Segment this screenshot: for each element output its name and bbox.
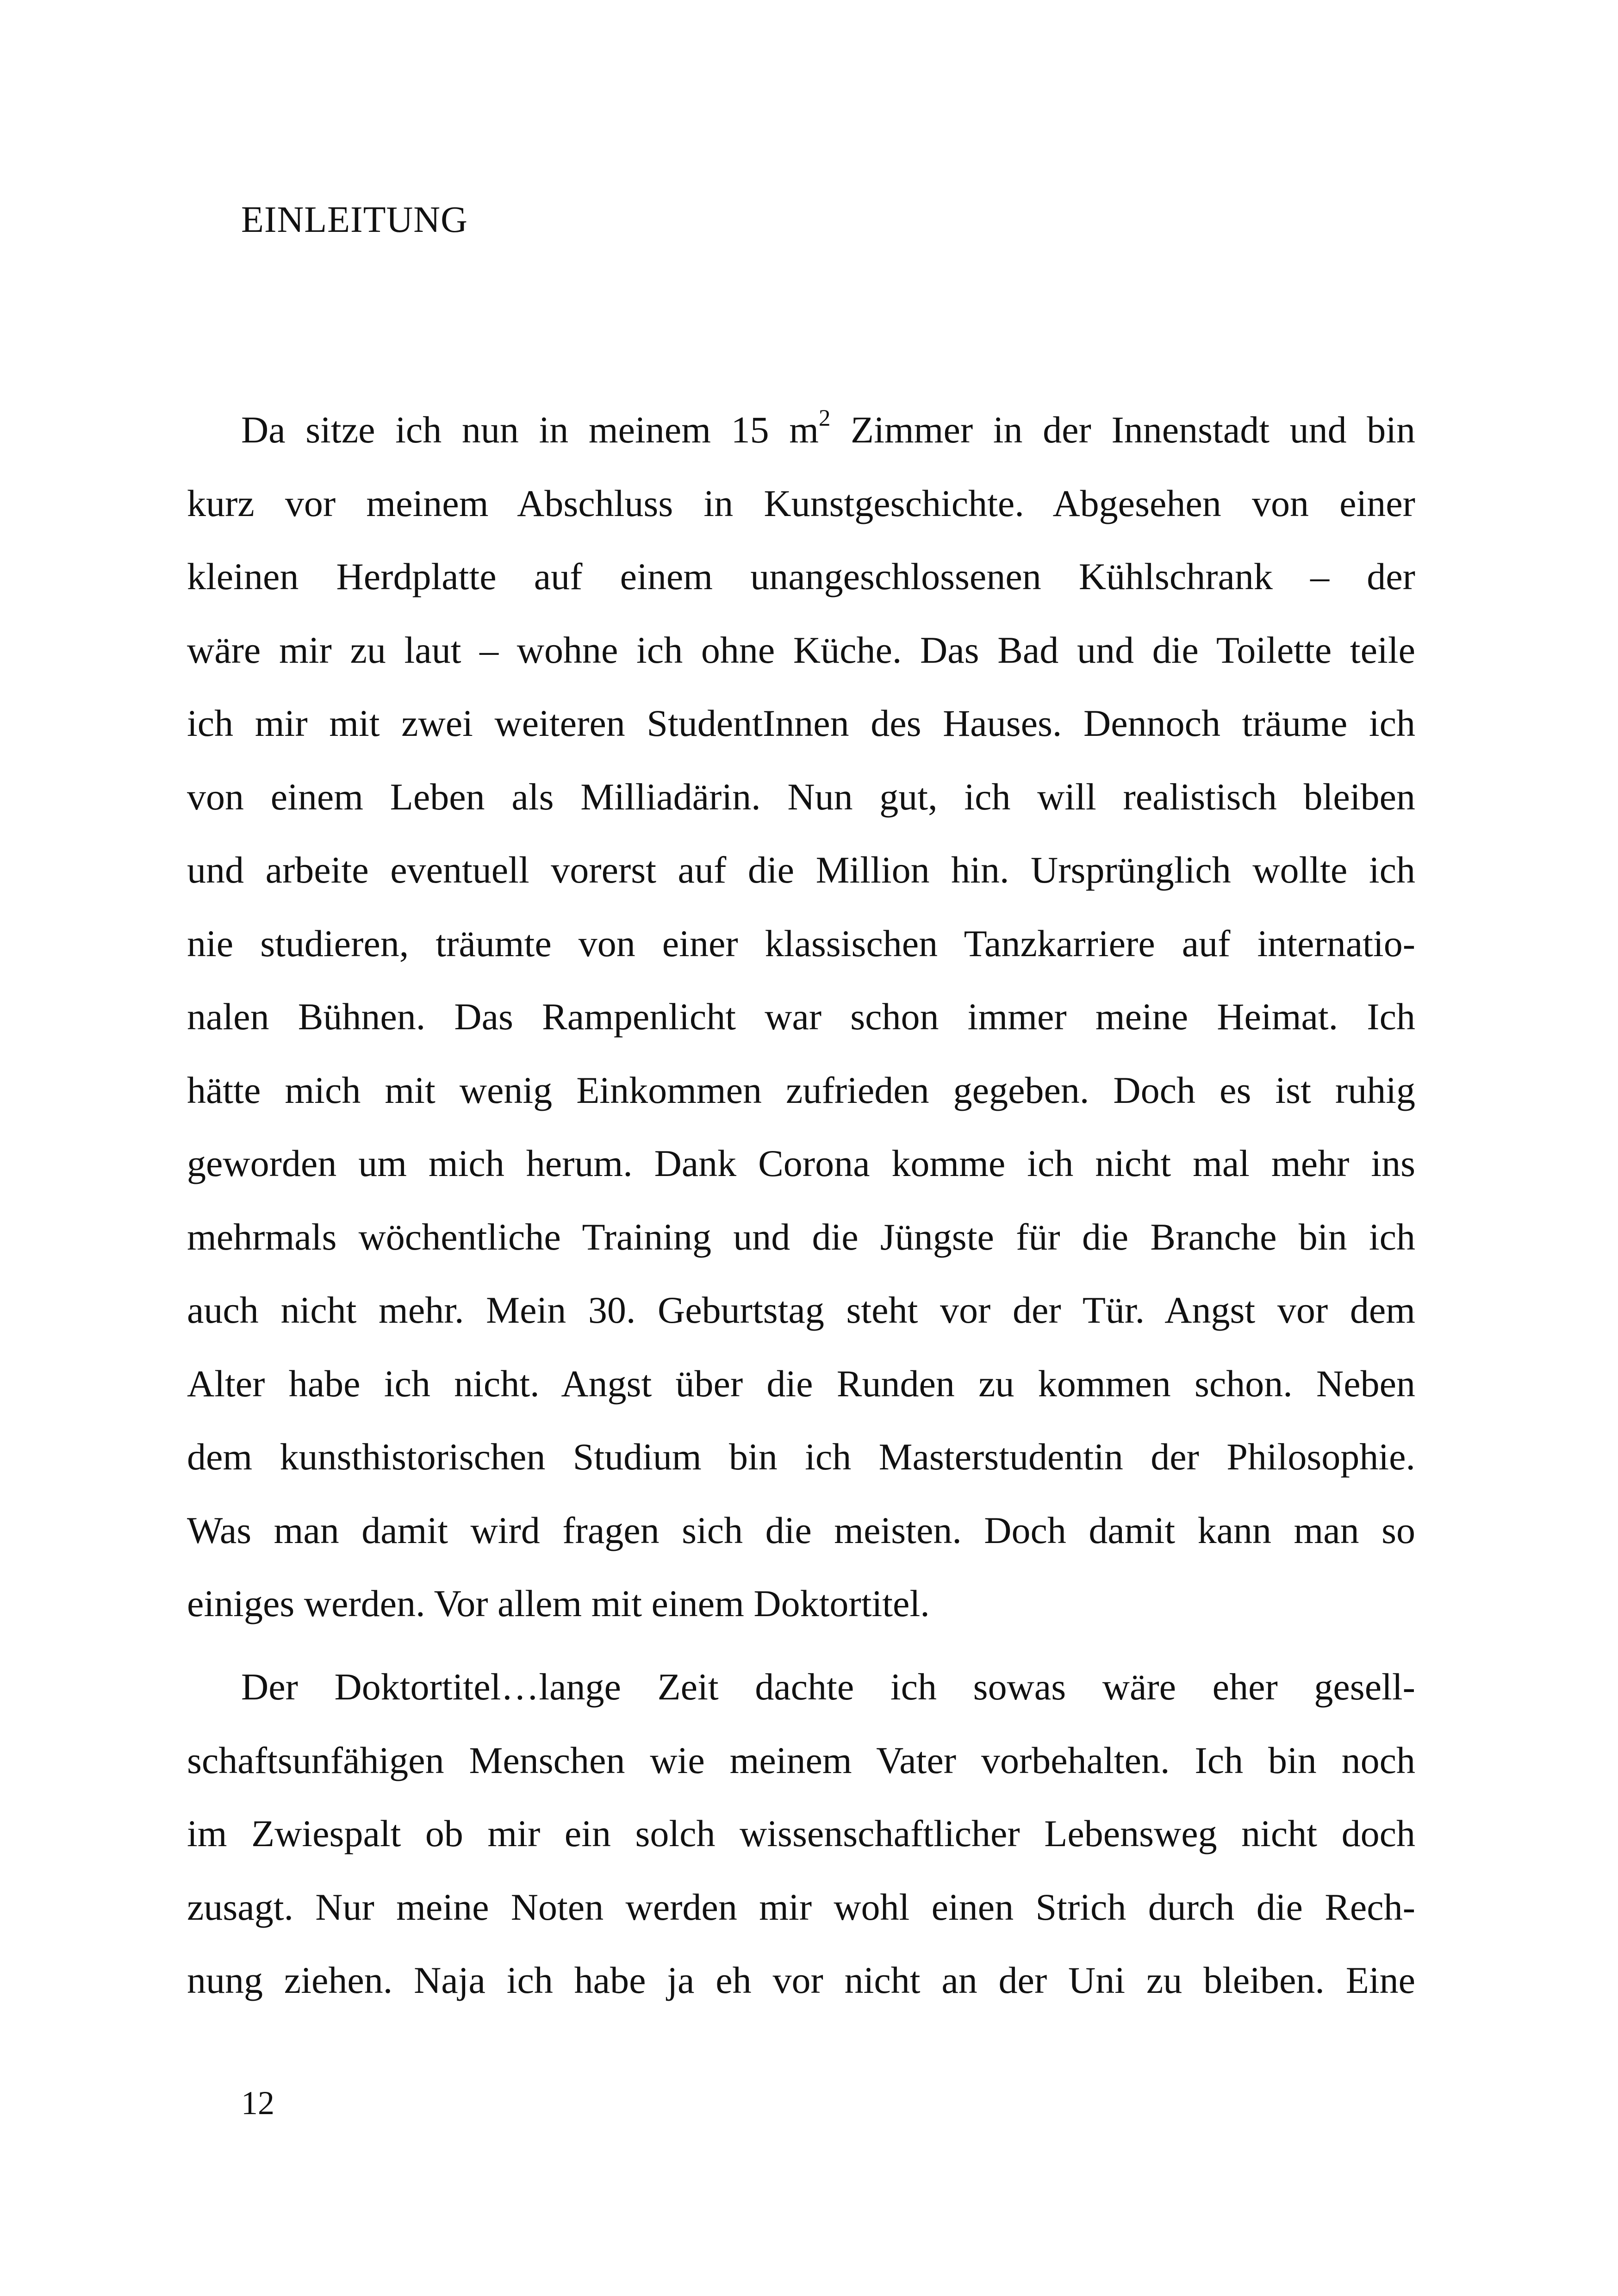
text-line: zusagt. Nur meine Noten werden mir wohl einen Strich durch die Rech- [187, 1885, 1415, 1928]
text-line: geworden um mich herum. Dank Corona komme ich nicht mal mehr ins [187, 1142, 1415, 1184]
text-line: nung ziehen. Naja ich habe ja eh vor nicht an der Uni zu bleiben. Eine [187, 1959, 1415, 2001]
text-line: auch nicht mehr. Mein 30. Geburtstag steht vor der Tür. Angst vor dem [187, 1289, 1415, 1331]
text-line: schaftsunfähigen Menschen wie meinem Vater vorbehalten. Ich bin noch [187, 1739, 1415, 1781]
text-line: nie studieren, träumte von einer klassischen Tanzkarriere auf internatio- [187, 922, 1415, 964]
text-line: Alter habe ich nicht. Angst über die Runden zu kommen schon. Neben [187, 1362, 1415, 1405]
text-line: mehrmals wöchentliche Training und die Jüngste für die Branche bin ich [187, 1215, 1415, 1258]
text-fragment: Da sitze ich nun in meinem 15 m [241, 409, 819, 451]
superscript: 2 [818, 405, 831, 431]
text-line: kurz vor meinem Abschluss in Kunstgeschichte. Abgesehen von einer [187, 482, 1415, 524]
text-line: und arbeite eventuell vorerst auf die Million hin. Ursprünglich wollte ich [187, 849, 1415, 891]
text-line [187, 393, 1415, 467]
text-line: nalen Bühnen. Das Rampenlicht war schon immer meine Heimat. Ich [187, 996, 1415, 1038]
text-line: einiges werden. Vor allem mit einem Doktortitel. [187, 1582, 930, 1624]
text-line: wäre mir zu laut – wohne ich ohne Küche. Das Bad und die Toilette teile [187, 628, 1415, 671]
text-line: Der Doktortitel…lange Zeit dachte ich sowas wäre eher gesell- [241, 1666, 1415, 1708]
text-line: kleinen Herdplatte auf einem unangeschlossenen Kühlschrank – der [187, 555, 1415, 597]
text-line: ich mir mit zwei weiteren StudentInnen des Hauses. Dennoch träume ich [187, 702, 1415, 744]
text-fragment: Zimmer in der Innenstadt und bin [830, 409, 1415, 451]
text-line: im Zwiespalt ob mir ein solch wissenschaftlicher Lebensweg nicht doch [187, 1812, 1415, 1854]
text-line: von einem Leben als Milliadärin. Nun gut, ich will realistisch bleiben [187, 775, 1415, 818]
chapter-heading: EINLEITUNG [241, 199, 468, 240]
text-line: Was man damit wird fragen sich die meisten. Doch damit kann man so [187, 1509, 1415, 1551]
text-line: hätte mich mit wenig Einkommen zufrieden gegeben. Doch es ist ruhig [187, 1069, 1415, 1111]
text-line: dem kunsthistorischen Studium bin ich Masterstudentin der Philosophie. [187, 1436, 1415, 1478]
paragraph-2 [187, 1650, 1415, 2017]
page-number: 12 [241, 2084, 274, 2122]
paragraph-1 [187, 393, 1415, 1641]
